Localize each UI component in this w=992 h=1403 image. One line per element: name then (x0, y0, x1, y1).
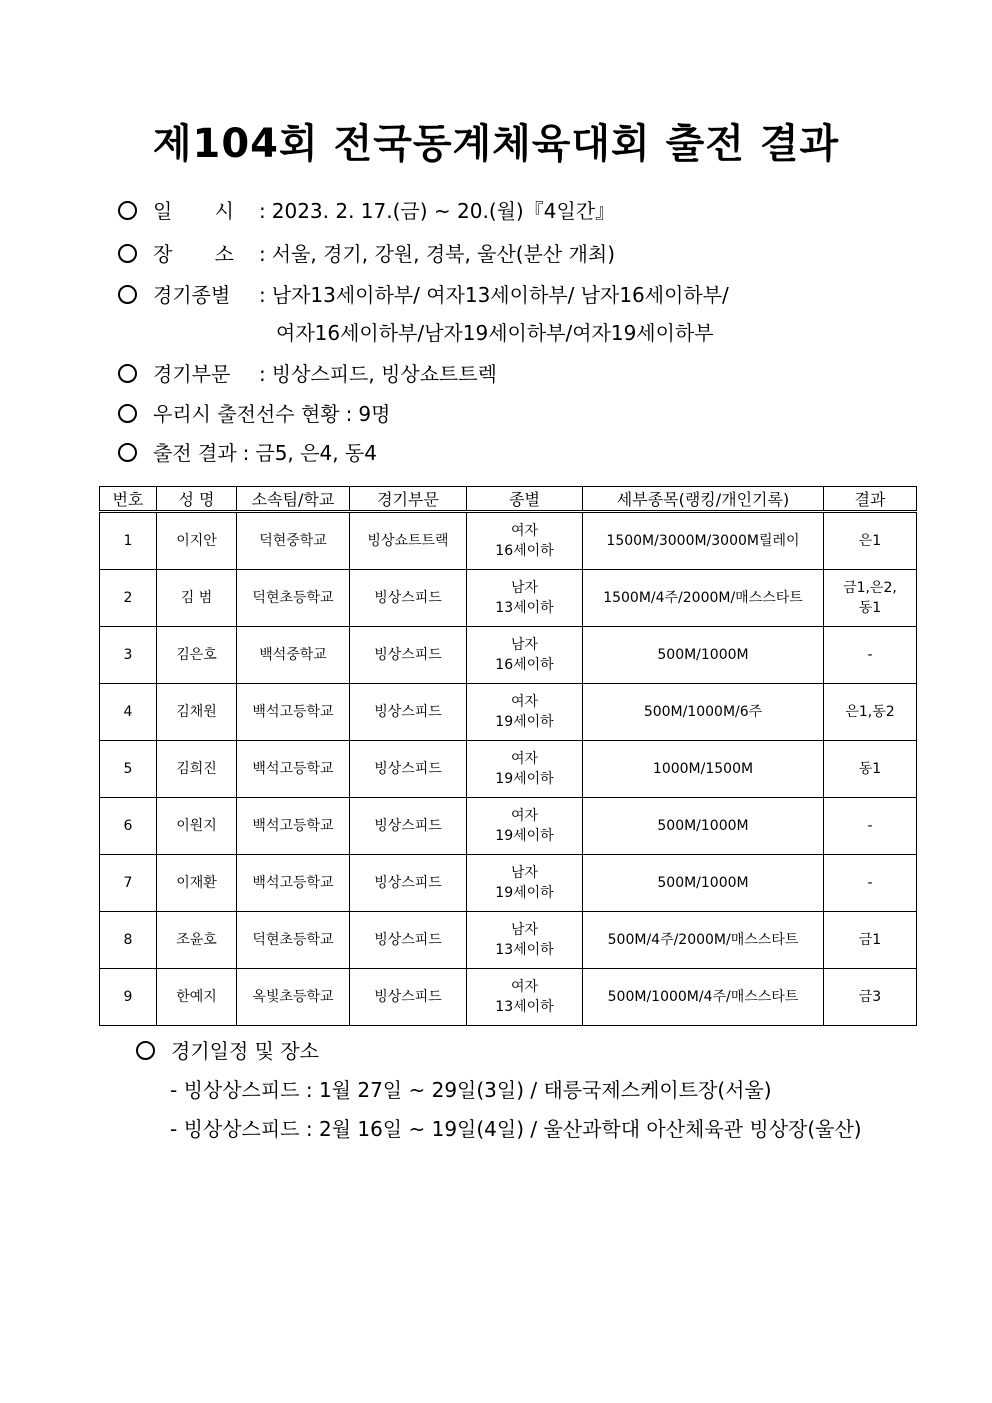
col-header-event-type: 경기부문 (350, 487, 467, 512)
cell-event-type: 빙상쇼트트랙 (350, 512, 467, 570)
cell-name: 김채원 (157, 684, 237, 741)
cell-number: 7 (100, 855, 157, 912)
cell-name: 김 범 (157, 570, 237, 627)
cell-name: 김은호 (157, 627, 237, 684)
cell-detail: 500M/1000M/6주 (583, 684, 824, 741)
cell-detail: 500M/1000M (583, 627, 824, 684)
info-label: 경기부문 (153, 362, 231, 386)
col-header-number: 번호 (100, 487, 157, 512)
circle-bullet-icon (118, 244, 137, 263)
table-row (100, 798, 917, 855)
cell-result: 은1,동2 (824, 684, 917, 741)
info-value: 9명 (358, 402, 391, 426)
cell-number: 1 (100, 512, 157, 570)
cell-number: 3 (100, 627, 157, 684)
info-line-results: 출전 결과 : 금5, 은4, 동4 (118, 441, 377, 465)
cell-number: 5 (100, 741, 157, 798)
cell-school: 백석중학교 (237, 627, 350, 684)
cell-school: 옥빛초등학교 (237, 969, 350, 1026)
info-line-categories: 경기종별 : 남자13세이하부/ 여자13세이하부/ 남자16세이하부/ (118, 283, 729, 307)
schedule-item: - 빙상상스피드 : 2월 16일 ~ 19일(4일) / 울산과학대 아산체육관 빙상장(울산) (170, 1117, 862, 1141)
schedule-item: - 빙상상스피드 : 1월 27일 ~ 29일(3일) / 태릉국제스케이트장(서울) (170, 1078, 772, 1102)
col-header-detail: 세부종목(랭킹/개인기록) (583, 487, 824, 512)
cell-event-type: 빙상스피드 (350, 627, 467, 684)
cell-school: 덕현초등학교 (237, 570, 350, 627)
cell-name: 이원지 (157, 798, 237, 855)
cell-event-type: 빙상스피드 (350, 969, 467, 1026)
cell-result: 은1 (824, 512, 917, 570)
cell-result: 금3 (824, 969, 917, 1026)
cell-number: 8 (100, 912, 157, 969)
cell-school: 백석고등학교 (237, 741, 350, 798)
cell-event-type: 빙상스피드 (350, 570, 467, 627)
cell-detail: 1500M/3000M/3000M릴레이 (583, 512, 824, 570)
table-row (100, 855, 917, 912)
cell-detail: 500M/1000M (583, 855, 824, 912)
table-row (100, 512, 917, 570)
info-value: 서울, 경기, 강원, 경북, 울산(분산 개최) (271, 242, 616, 266)
page-title: 제104회 전국동계체육대회 출전 결과 (152, 121, 840, 167)
info-line-categories-continued: 여자16세이하부/남자19세이하부/여자19세이하부 (276, 321, 714, 345)
info-label: 우리시 출전선수 현황 (153, 402, 340, 426)
circle-bullet-icon (136, 1041, 155, 1060)
cell-detail: 500M/1000M (583, 798, 824, 855)
cell-result: 동1 (824, 741, 917, 798)
schedule-heading-line (136, 1039, 319, 1063)
cell-division: 여자 19세이하 (467, 741, 583, 798)
cell-event-type: 빙상스피드 (350, 798, 467, 855)
col-header-school: 소속팀/학교 (237, 487, 350, 512)
info-line-athletes: 우리시 출전선수 현황 : 9명 (118, 402, 390, 426)
info-line-events: 경기부문 : 빙상스피드, 빙상쇼트트렉 (118, 362, 497, 386)
cell-division: 여자 19세이하 (467, 798, 583, 855)
info-line-venue: 장 소 : 서울, 경기, 강원, 경북, 울산(분산 개최) (118, 242, 615, 266)
table-row (100, 570, 917, 627)
info-value: 남자13세이하부/ 여자13세이하부/ 남자16세이하부/ (271, 283, 729, 307)
info-line-dates: 일 시 : 2023. 2. 17.(금) ~ 20.(월)『4일간』 (118, 199, 615, 223)
circle-bullet-icon (118, 364, 137, 383)
cell-name: 김희진 (157, 741, 237, 798)
circle-bullet-icon (118, 443, 137, 462)
cell-result: 금1 (824, 912, 917, 969)
col-header-name: 성 명 (157, 487, 237, 512)
cell-event-type: 빙상스피드 (350, 912, 467, 969)
cell-name: 조윤호 (157, 912, 237, 969)
cell-school: 덕현중학교 (237, 512, 350, 570)
cell-school: 백석고등학교 (237, 684, 350, 741)
cell-number: 6 (100, 798, 157, 855)
circle-bullet-icon (118, 404, 137, 423)
schedule-heading: 경기일정 및 장소 (171, 1039, 319, 1063)
cell-division: 남자 16세이하 (467, 627, 583, 684)
cell-school: 백석고등학교 (237, 798, 350, 855)
cell-division: 여자 13세이하 (467, 969, 583, 1026)
info-label: 출전 결과 (153, 441, 237, 465)
table-row (100, 969, 917, 1026)
cell-event-type: 빙상스피드 (350, 855, 467, 912)
cell-division: 남자 13세이하 (467, 570, 583, 627)
info-label: 장 소 (153, 242, 252, 266)
table-row (100, 912, 917, 969)
cell-division: 여자 19세이하 (467, 684, 583, 741)
cell-event-type: 빙상스피드 (350, 684, 467, 741)
cell-result: - (824, 855, 917, 912)
table-header-row (100, 487, 917, 512)
cell-detail: 500M/1000M/4주/매스스타트 (583, 969, 824, 1026)
cell-division: 여자 16세이하 (467, 512, 583, 570)
cell-number: 4 (100, 684, 157, 741)
cell-school: 백석고등학교 (237, 855, 350, 912)
col-header-result: 결과 (824, 487, 917, 512)
circle-bullet-icon (118, 285, 137, 304)
cell-name: 이지안 (157, 512, 237, 570)
cell-number: 9 (100, 969, 157, 1026)
cell-result: 금1,은2, 동1 (824, 570, 917, 627)
info-value: 빙상스피드, 빙상쇼트트렉 (271, 362, 497, 386)
info-label: 경기종별 (153, 283, 231, 307)
cell-name: 이재환 (157, 855, 237, 912)
table-row (100, 741, 917, 798)
cell-name: 한예지 (157, 969, 237, 1026)
cell-result: - (824, 798, 917, 855)
results-table (99, 486, 917, 1026)
cell-result: - (824, 627, 917, 684)
cell-detail: 500M/4주/2000M/매스스타트 (583, 912, 824, 969)
info-value: 2023. 2. 17.(금) ~ 20.(월)『4일간』 (271, 199, 616, 223)
info-value: 금5, 은4, 동4 (255, 441, 377, 465)
cell-division: 남자 13세이하 (467, 912, 583, 969)
table-row (100, 627, 917, 684)
circle-bullet-icon (118, 201, 137, 220)
table-row (100, 684, 917, 741)
cell-number: 2 (100, 570, 157, 627)
col-header-division: 종별 (467, 487, 583, 512)
cell-detail: 1500M/4주/2000M/매스스타트 (583, 570, 824, 627)
cell-division: 남자 19세이하 (467, 855, 583, 912)
cell-detail: 1000M/1500M (583, 741, 824, 798)
cell-event-type: 빙상스피드 (350, 741, 467, 798)
cell-school: 덕현초등학교 (237, 912, 350, 969)
info-label: 일 시 (153, 199, 252, 223)
